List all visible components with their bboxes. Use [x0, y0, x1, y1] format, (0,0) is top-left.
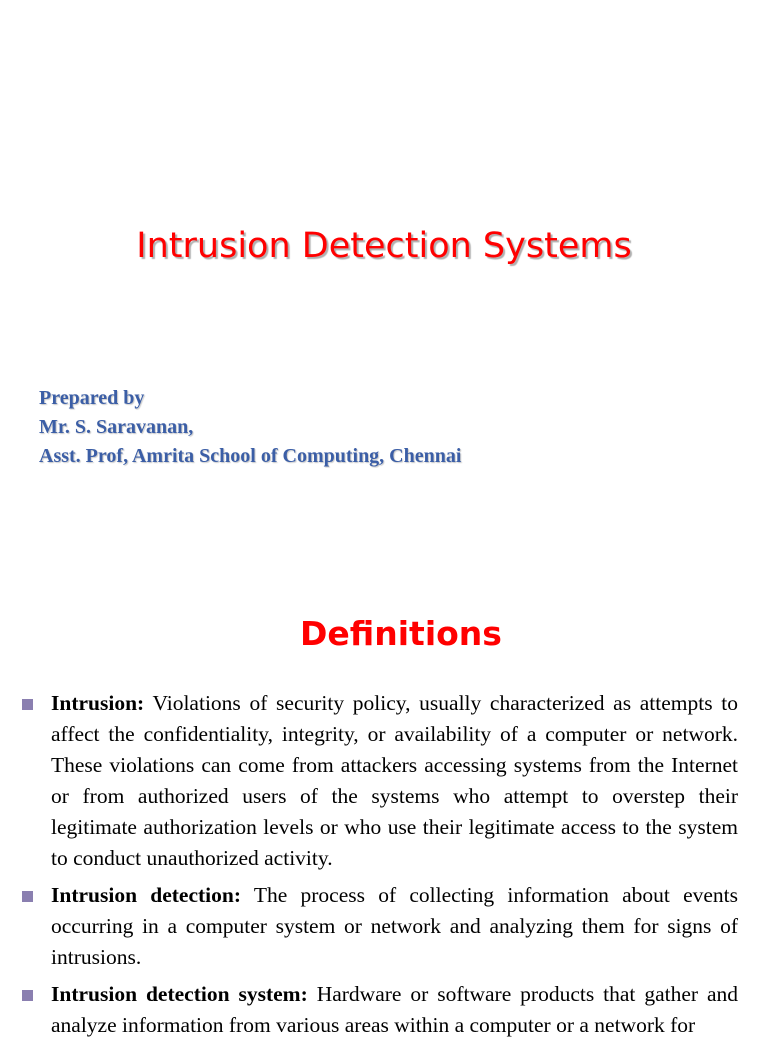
author-line-affiliation: Asst. Prof, Amrita School of Computing, Chennai: [39, 445, 462, 467]
definition-item-intrusion-detection-system: [0, 979, 768, 1041]
square-bullet-icon: [22, 990, 33, 1001]
author-line-name: Mr. S. Saravanan,: [39, 416, 194, 438]
definitions-title: Definitions: [300, 614, 502, 653]
definition-text: Violations of security policy, usually characterized as attempts to affect the confidentiality, integrity, or availability of a computer or network. These violations can come from attackers accessing systems from the Internet or from authorized users of the systems who attempt to overstep their legitimate authorization levels or who use their legitimate access to the system to conduct unauthorized activity.: [51, 691, 738, 870]
definition-item-intrusion-detection: [0, 880, 768, 973]
definitions-list: [0, 688, 768, 1047]
definition-item-intrusion: [0, 688, 768, 874]
square-bullet-icon: [22, 891, 33, 902]
definition-term: Intrusion detection:: [51, 883, 242, 907]
author-block: [39, 384, 461, 471]
square-bullet-icon: [22, 699, 33, 710]
definition-term: Intrusion detection system:: [51, 982, 308, 1006]
author-line-prepared: Prepared by: [39, 387, 145, 409]
definition-text: The process of collecting information about events occurring in a computer system or network and analyzing them for signs of intrusions.: [51, 883, 738, 969]
definition-term: Intrusion:: [51, 691, 145, 715]
slide-main-title: Intrusion Detection Systems: [136, 226, 632, 266]
definition-text: Hardware or software products that gather and analyze information from various areas within a computer or a network for: [51, 982, 739, 1037]
